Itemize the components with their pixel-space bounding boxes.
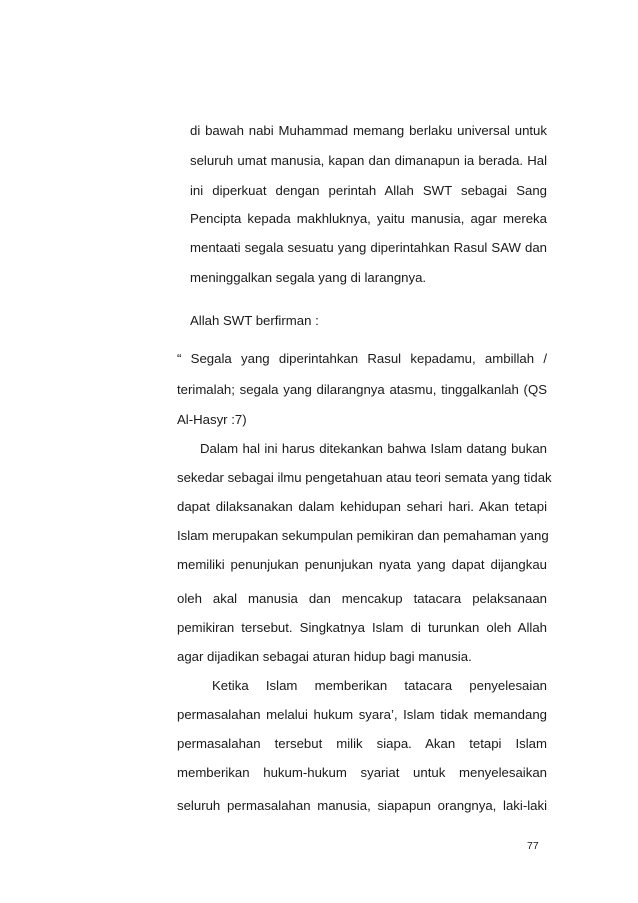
text-line: ini diperkuat dengan perintah Allah SWT sebagai Sang: [190, 183, 547, 198]
text-line: Dalam hal ini harus ditekankan bahwa Islam datang bukan: [200, 441, 547, 456]
text-line: sekedar sebagai ilmu pengetahuan atau teori semata yang tidak: [177, 470, 552, 485]
page-number: 77: [527, 840, 539, 852]
quote-line: terimalah; segala yang dilarangnya atasmu, tinggalkanlah (QS: [177, 382, 547, 397]
quote-line: Al-Hasyr :7): [177, 412, 247, 427]
text-line: meninggalkan segala yang di larangnya.: [190, 270, 427, 285]
text-line: Ketika Islam memberikan tatacara penyelesaian: [212, 678, 547, 693]
text-line: di bawah nabi Muhammad memang berlaku universal untuk: [190, 123, 547, 138]
text-line: dapat dilaksanakan dalam kehidupan sehari hari. Akan tetapi: [177, 499, 547, 514]
text-line: seluruh permasalahan manusia, siapapun orangnya, laki-laki: [177, 798, 547, 813]
text-line: pemikiran tersebut. Singkatnya Islam di turunkan oleh Allah: [177, 620, 547, 635]
quote-line: “ Segala yang diperintahkan Rasul kepadamu, ambillah /: [177, 351, 547, 366]
text-line: Pencipta kepada makhluknya, yaitu manusia, agar mereka: [190, 211, 547, 226]
text-line: seluruh umat manusia, kapan dan dimanapun ia berada. Hal: [190, 153, 547, 168]
text-line: memiliki penunjukan penunjukan nyata yang dapat dijangkau: [177, 557, 547, 572]
text-line: memberikan hukum-hukum syariat untuk menyelesaikan: [177, 765, 547, 780]
text-line: agar dijadikan sebagai aturan hidup bagi manusia.: [177, 649, 472, 664]
text-line: permasalahan tersebut milik siapa. Akan tetapi Islam: [177, 736, 547, 751]
text-line: permasalahan melalui hukum syara’, Islam tidak memandang: [177, 707, 547, 722]
text-line: Islam merupakan sekumpulan pemikiran dan pemahaman yang: [177, 528, 549, 543]
text-line: oleh akal manusia dan mencakup tatacara pelaksanaan: [177, 591, 547, 606]
text-line: mentaati segala sesuatu yang diperintahkan Rasul SAW dan: [190, 240, 547, 255]
text-line: Allah SWT berfirman :: [190, 313, 319, 328]
